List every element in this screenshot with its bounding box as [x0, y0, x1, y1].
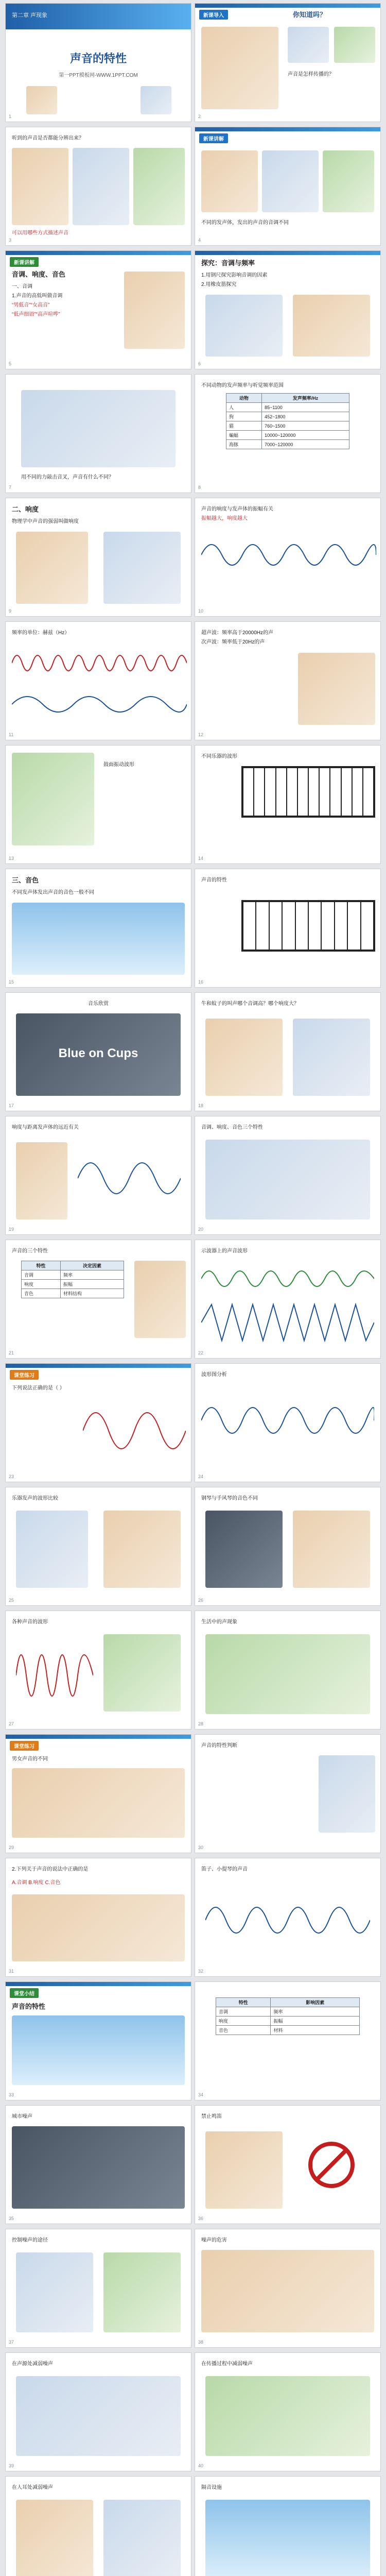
illustration — [262, 150, 319, 212]
table-header: 特性 — [22, 1261, 61, 1270]
slide-2[interactable] — [195, 3, 381, 122]
slide-33[interactable] — [5, 1981, 191, 2100]
waveform-line — [12, 655, 187, 671]
section-tag: 新课讲解 — [10, 257, 39, 267]
slide-number: 15 — [9, 979, 14, 985]
slide-25[interactable] — [5, 1487, 191, 1606]
slide-number: 8 — [198, 485, 201, 490]
slide-42[interactable] — [195, 2476, 381, 2576]
slide-number: 12 — [198, 732, 204, 737]
slide-heading: 音调、响度、音色 — [12, 270, 66, 278]
slide-number: 22 — [198, 1350, 204, 1355]
illustration — [288, 27, 329, 63]
slide-37[interactable] — [5, 2229, 191, 2348]
slide-text: 笛子、小提琴的声音 — [201, 1867, 248, 1872]
slide-text: 隔音设施 — [201, 2485, 222, 2490]
illustration — [16, 1142, 67, 1219]
slide-1[interactable] — [5, 3, 191, 122]
table-cell: 人 — [226, 403, 262, 412]
waveform-line — [12, 697, 187, 712]
slide-heading: 二、响度 — [12, 505, 39, 513]
data-table — [21, 1261, 124, 1298]
illustration — [201, 27, 278, 109]
table-cell: 材料结构 — [60, 1289, 124, 1298]
waveform-svg — [12, 689, 187, 720]
table-row — [22, 1289, 124, 1298]
slide-text: 响度与距离发声体的远近有关 — [12, 1125, 79, 1130]
waveform-svg — [78, 1147, 181, 1209]
slide-number: 33 — [9, 2092, 14, 2097]
table-cell: 85~1100 — [262, 403, 349, 412]
slide-number: 9 — [9, 608, 12, 614]
slide-text: 超声波：频率高于20000Hz的声 — [201, 630, 274, 636]
slide-text: 在传播过程中减弱噪声 — [201, 2361, 253, 2367]
illustration — [12, 2126, 185, 2209]
slide-23[interactable] — [5, 1363, 191, 1482]
illustration — [133, 148, 185, 225]
section-tag: 课堂练习 — [10, 1741, 39, 1751]
table-caption: 声音的三个特性 — [12, 1248, 48, 1254]
waveform-line — [78, 1163, 181, 1194]
slide-number: 32 — [198, 1969, 204, 1974]
waveform-svg — [16, 1634, 93, 1717]
table-row — [226, 403, 349, 412]
slide-header: 第二章 声现象 — [12, 12, 48, 19]
slide-39[interactable] — [5, 2352, 191, 2471]
slide-text: 示波器上的声音波形 — [201, 1248, 248, 1254]
slide-text: 男女声音的不同 — [12, 1756, 48, 1762]
illustration — [205, 1140, 370, 1219]
table-cell: 狗 — [226, 412, 262, 421]
section-tag: 课堂练习 — [10, 1370, 39, 1380]
illustration — [12, 148, 68, 225]
illustration — [205, 2500, 370, 2576]
table-row — [226, 440, 349, 449]
slide-text: 钢琴与手风琴的音色不同 — [201, 1496, 258, 1501]
table-cell: 760~1500 — [262, 421, 349, 431]
slide-number: 14 — [198, 856, 204, 861]
illustration — [293, 1511, 370, 1588]
illustration — [16, 2252, 93, 2332]
slide-26[interactable] — [195, 1487, 381, 1606]
slide-text: 噪声的危害 — [201, 2238, 227, 2243]
slide-number: 6 — [198, 361, 201, 366]
illustration — [205, 2376, 370, 2456]
slide-27[interactable] — [5, 1611, 191, 1730]
illustration — [205, 1511, 283, 1588]
slide-number: 25 — [9, 1598, 14, 1603]
slide-number: 5 — [9, 361, 12, 366]
waveform-svg — [205, 1889, 370, 1951]
slide-text: “低声细语”“高声喧哗” — [12, 312, 60, 317]
slide-text: 物理学中声音的强弱叫做响度 — [12, 519, 79, 524]
table-header: 决定因素 — [60, 1261, 124, 1270]
slide-32[interactable] — [195, 1858, 381, 1977]
slide-subtitle: 第一PPT模板网-WWW.1PPT.COM — [59, 73, 138, 78]
slide-number: 3 — [9, 238, 12, 243]
slide-text: 控制噪声的途径 — [12, 2238, 48, 2243]
slide-title: 声音的特性 — [69, 52, 127, 65]
slide-text: 声音的特性判断 — [201, 1743, 237, 1749]
slide-15[interactable] — [5, 869, 191, 988]
slide-text: 波形图分析 — [201, 1372, 227, 1378]
waveform-line — [201, 1408, 374, 1433]
slide-9[interactable] — [5, 498, 191, 617]
slide-text: 城市噪声 — [12, 2114, 32, 2120]
slide-16[interactable] — [195, 869, 381, 988]
slide-text: 不同乐器的波形 — [201, 754, 237, 759]
slide-text: 不同的发声体，发出的声音的音调不同 — [201, 220, 289, 226]
slide-text: 听到的声音是否都能分辨出来？ — [12, 135, 84, 141]
table-cell: 海豚 — [226, 440, 262, 449]
slide-number: 18 — [198, 1103, 204, 1108]
slide-text: 一、音调 — [12, 284, 32, 290]
slide-text: 在人耳处减弱噪声 — [12, 2485, 53, 2490]
table-cell: 452~1800 — [262, 412, 349, 421]
table-cell: 频率 — [60, 1270, 124, 1280]
illustration — [134, 1261, 186, 1338]
slide-number: 10 — [198, 608, 204, 614]
slide-number: 34 — [198, 2092, 204, 2097]
illustration — [16, 2500, 93, 2576]
slide-number: 31 — [9, 1969, 14, 1974]
waveform-svg — [201, 534, 376, 575]
slide-17[interactable] — [5, 992, 191, 1111]
illustration — [205, 2131, 283, 2209]
slide-12[interactable] — [195, 621, 381, 740]
slide-number: 16 — [198, 979, 204, 985]
illustration — [323, 150, 374, 212]
slide-text: 不同发声体发出声音的音色一般不同 — [12, 890, 94, 895]
slide-number: 35 — [9, 2216, 14, 2221]
slide-number: 7 — [9, 485, 12, 490]
table-caption: 不同动物的发声频率与听觉频率范围 — [201, 383, 284, 388]
table-cell: 响度 — [22, 1280, 61, 1289]
slide-40[interactable] — [195, 2352, 381, 2471]
table-row — [216, 2016, 360, 2026]
table-cell: 音色 — [216, 2026, 271, 2035]
slide-text: 2.用橡皮筋探究 — [201, 282, 237, 287]
slide-text: 2.下列关于声音的说法中正确的是 — [12, 1867, 89, 1872]
waveform-line — [201, 1271, 374, 1286]
slide-18[interactable] — [195, 992, 381, 1111]
table-header: 特性 — [216, 1998, 271, 2007]
slide-text: “男低音”“女高音” — [12, 302, 50, 308]
table-cell: 音调 — [22, 1270, 61, 1280]
slide-number: 24 — [198, 1474, 204, 1479]
table-cell: 7000~120000 — [262, 440, 349, 449]
table-cell: 音色 — [22, 1289, 61, 1298]
illustration — [298, 653, 375, 725]
table-row — [226, 431, 349, 440]
slide-13[interactable] — [5, 745, 191, 864]
slide-4[interactable] — [195, 127, 381, 246]
table-row — [22, 1280, 124, 1289]
slide-24[interactable] — [195, 1363, 381, 1482]
slide-number: 38 — [198, 2340, 204, 2345]
waveform-svg — [201, 1395, 374, 1446]
illustration — [16, 2376, 181, 2456]
table-row — [226, 421, 349, 431]
slide-text: 频率的单位：赫兹（Hz） — [12, 630, 70, 636]
table-cell: 响度 — [216, 2016, 271, 2026]
slide-text: 声音的特性 — [201, 877, 227, 883]
table-cell: 音调 — [216, 2007, 271, 2016]
waveform-line — [201, 1304, 374, 1341]
slide-number: 27 — [9, 1721, 14, 1726]
table-cell: 蝙蝠 — [226, 431, 262, 440]
waveform-svg — [83, 1395, 186, 1467]
slide-number: 26 — [198, 1598, 204, 1603]
slide-number: 30 — [198, 1845, 204, 1850]
slide-3[interactable] — [5, 127, 191, 246]
illustration — [124, 272, 185, 349]
slide-5[interactable] — [5, 250, 191, 369]
piano-keys — [241, 766, 375, 818]
slide-heading: 探究：音调与频率 — [201, 259, 255, 267]
slide-text: 生活中的声现象 — [201, 1619, 237, 1625]
illustration — [12, 753, 94, 845]
slide-41[interactable] — [5, 2476, 191, 2576]
illustration — [12, 1768, 185, 1838]
table-header: 影响因素 — [271, 1998, 360, 2007]
slide-number: 37 — [9, 2340, 14, 2345]
table-cell: 猫 — [226, 421, 262, 431]
illustration — [201, 150, 258, 212]
table-header: 动物 — [226, 394, 262, 403]
illustration — [12, 2015, 185, 2085]
table-cell: 振幅 — [271, 2016, 360, 2026]
slide-heading: 声音的特性 — [12, 2003, 46, 2010]
waveform-svg — [12, 648, 187, 679]
slide-30[interactable] — [195, 1734, 381, 1853]
section-tag: 新课导入 — [199, 10, 228, 20]
slide-text: 乐器发声的波形比较 — [12, 1496, 58, 1501]
slide-6[interactable] — [195, 250, 381, 369]
slide-number: 20 — [198, 1227, 204, 1232]
slide-8[interactable] — [195, 374, 381, 493]
table-cell: 材料 — [271, 2026, 360, 2035]
table-row — [216, 2007, 360, 2016]
illustration — [73, 148, 129, 225]
piano-keys — [241, 900, 375, 952]
slide-35[interactable] — [5, 2105, 191, 2224]
slide-7[interactable] — [5, 374, 191, 493]
table-row — [22, 1270, 124, 1280]
illustration — [319, 1755, 375, 1833]
slide-38[interactable] — [195, 2229, 381, 2348]
slide-29[interactable] — [5, 1734, 191, 1853]
slide-34[interactable] — [195, 1981, 381, 2100]
slide-subtitle: 音乐欣赏 — [88, 1001, 109, 1007]
slide-number: 1 — [9, 114, 12, 119]
illustration — [16, 1511, 88, 1588]
no-horn-sign-icon — [308, 2142, 355, 2188]
slide-22[interactable] — [195, 1240, 381, 1359]
table-cell: 频率 — [271, 2007, 360, 2016]
section-tag: 新课讲解 — [199, 133, 228, 143]
slide-text: 在声源处减弱噪声 — [12, 2361, 53, 2367]
waveform-line — [83, 1413, 186, 1449]
data-table — [216, 1997, 360, 2035]
illustration — [293, 1019, 370, 1096]
slide-heading: 三、音色 — [12, 876, 39, 884]
slide-text: 下列说法正确的是（ ） — [12, 1385, 65, 1391]
table-row — [226, 412, 349, 421]
table-cell: 10000~120000 — [262, 431, 349, 440]
illustration — [205, 1019, 283, 1096]
slide-number: 11 — [9, 732, 14, 737]
slide-number: 28 — [198, 1721, 204, 1726]
waveform-line — [201, 545, 376, 565]
slide-text: 声音的响度与发声体的振幅有关 — [201, 506, 273, 512]
table-row — [216, 2026, 360, 2035]
waveform-svg — [201, 1302, 374, 1343]
illustration — [103, 1634, 181, 1711]
slide-31[interactable] — [5, 1858, 191, 1977]
illustration — [103, 2252, 181, 2332]
slide-text: 牛和蚊子的叫声哪个音调高？哪个响度大？ — [201, 1001, 299, 1007]
slide-text: 你知道吗？ — [293, 11, 327, 19]
slide-number: 23 — [9, 1474, 14, 1479]
slide-number: 13 — [9, 856, 14, 861]
slide-text: 各种声音的波形 — [12, 1619, 48, 1625]
illustration — [103, 2500, 181, 2576]
slide-text: 次声波：频率低于20Hz的声 — [201, 639, 265, 645]
slide-10[interactable] — [195, 498, 381, 617]
slide-28[interactable] — [195, 1611, 381, 1730]
illustration — [205, 1634, 370, 1714]
waveform-line — [16, 1655, 93, 1696]
slide-grid — [5, 3, 381, 2576]
section-tag: 课堂小结 — [10, 1988, 39, 1998]
table-cell: 振幅 — [60, 1280, 124, 1289]
slide-14[interactable] — [195, 745, 381, 864]
slide-number: 40 — [198, 2463, 204, 2468]
slide-20[interactable] — [195, 1116, 381, 1235]
slide-11[interactable] — [5, 621, 191, 740]
slide-21[interactable] — [5, 1240, 191, 1359]
data-table — [226, 393, 349, 449]
slide-text: A.音调 B.响度 C.音色 — [12, 1880, 61, 1886]
slide-number: 4 — [198, 238, 201, 243]
illustration — [12, 1894, 185, 1961]
illustration — [334, 27, 375, 63]
waveform-line — [205, 1907, 370, 1933]
slide-text: 声音是怎样传播的？ — [288, 72, 334, 77]
slide-number: 36 — [198, 2216, 204, 2221]
illustration — [293, 295, 370, 357]
illustration — [12, 903, 185, 975]
illustration — [26, 86, 57, 114]
illustration — [103, 532, 181, 604]
slide-text: 用不同的力敲击音叉，声音有什么不同？ — [21, 474, 114, 480]
slide-text: 1.用钢尺探究影响音调的因素 — [201, 273, 268, 278]
slide-number: 21 — [9, 1350, 14, 1355]
illustration — [21, 390, 176, 467]
table-header: 发声频率/Hz — [262, 394, 349, 403]
video-title: Blue on Cups — [58, 1046, 138, 1060]
slide-text: 鼓面振动波形 — [103, 762, 134, 768]
slide-number: 19 — [9, 1227, 14, 1232]
slide-text: 振幅越大，响度越大 — [201, 516, 248, 521]
illustration — [205, 295, 283, 357]
slide-number: 2 — [198, 114, 201, 119]
slide-36[interactable] — [195, 2105, 381, 2224]
slide-text: 禁止鸣笛 — [201, 2114, 222, 2120]
illustration — [16, 532, 88, 604]
illustration — [141, 86, 171, 114]
slide-number: 17 — [9, 1103, 14, 1108]
slide-text: 音调、响度、音色三个特性 — [201, 1125, 263, 1130]
waveform-svg — [201, 1263, 374, 1294]
slide-number: 29 — [9, 1845, 14, 1850]
slide-19[interactable] — [5, 1116, 191, 1235]
slide-number: 39 — [9, 2463, 14, 2468]
slide-text: 可以用哪些方式描述声音 — [12, 230, 68, 236]
illustration — [103, 1511, 181, 1588]
illustration — [201, 2250, 374, 2332]
slide-text: 1.声音的高低叫做音调 — [12, 293, 63, 299]
